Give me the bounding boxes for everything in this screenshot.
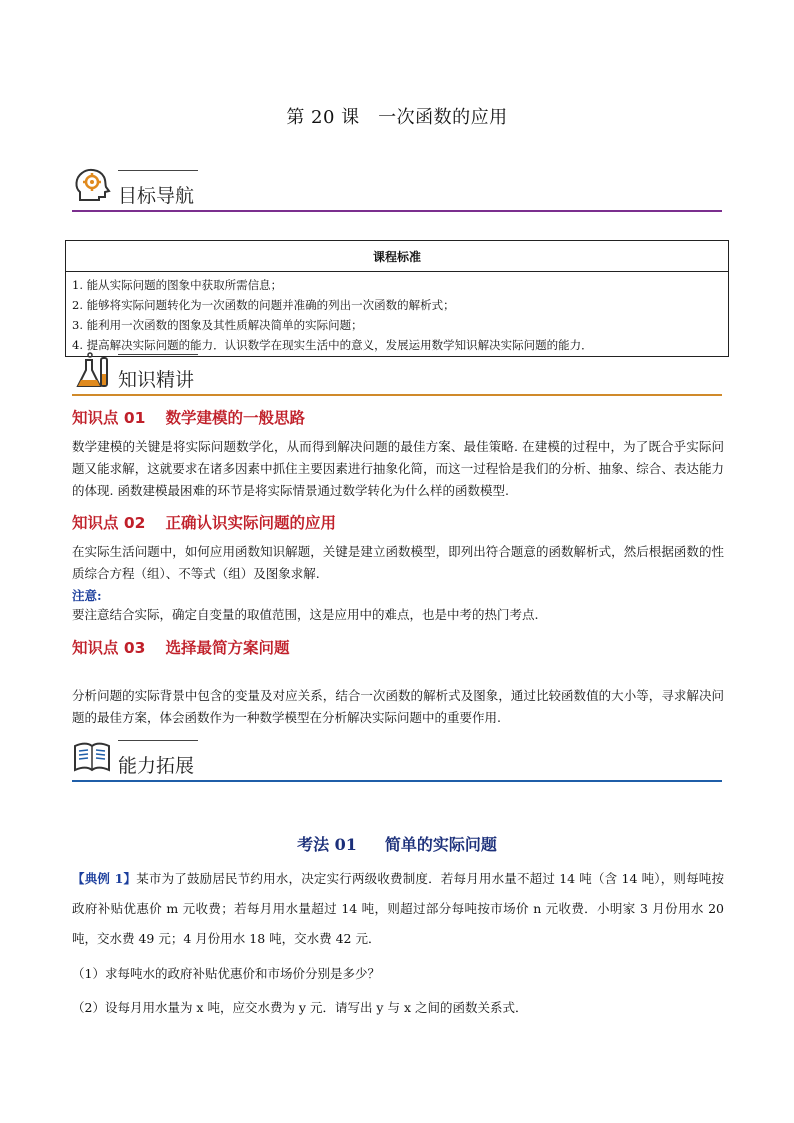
knowledge-point-03-text: 分析问题的实际背景中包含的变量及对应关系，结合一次函数的解析式及图象，通过比较函数值的大小等，寻求解决问题的最佳方案，体会函数作为一种数学模型在分析解决实际问题中的重要作用. <box>72 688 724 725</box>
section-knowledge-divider <box>72 394 722 396</box>
note-text: 要注意结合实际，确定自变量的取值范围，这是应用中的难点，也是中考的热门考点. <box>72 607 539 622</box>
note-label: 注意: <box>72 588 102 603</box>
kp-label: 知识点 03 <box>72 639 146 657</box>
kp-label: 知识点 02 <box>72 514 146 532</box>
example-tag: 【典例 1】 <box>72 871 137 886</box>
section-knowledge-title: 知识精讲 <box>118 369 195 391</box>
question-2: （2）设每月用水量为 x 吨，应交水费为 y 元．请写出 y 与 x 之间的函数关系式． <box>72 1000 528 1015</box>
standard-item: 2. 能够将实际问题转化为一次函数的问题并准确的列出一次函数的解析式； <box>72 298 455 312</box>
section-goals-title: 目标导航 <box>118 185 195 207</box>
standard-item: 1. 能从实际问题的图象中获取所需信息； <box>72 278 283 292</box>
open-book-icon <box>72 736 112 776</box>
section-ability-divider <box>72 780 722 782</box>
knowledge-point-01-heading <box>72 406 305 428</box>
kp-label: 知识点 01 <box>72 409 146 427</box>
page-title: 第 20 课 一次函数的应用 <box>286 107 508 128</box>
section-ability-title: 能力拓展 <box>118 755 195 777</box>
section-goals-divider <box>72 210 722 212</box>
method-label: 考法 01 <box>297 835 357 854</box>
example-1 <box>72 864 724 954</box>
kp-title: 数学建模的一般思路 <box>165 409 305 427</box>
course-standards-table <box>65 240 729 357</box>
question-1: （1）求每吨水的政府补贴优惠价和市场价分别是多少？ <box>72 966 380 981</box>
knowledge-point-02-heading <box>72 511 336 533</box>
kp-title: 选择最简方案问题 <box>165 639 290 657</box>
standards-list <box>66 272 729 357</box>
kp-title: 正确认识实际问题的应用 <box>165 514 336 532</box>
lab-flask-icon <box>72 350 112 390</box>
head-gear-icon <box>72 166 112 206</box>
standard-item: 3. 能利用一次函数的图象及其性质解决简单的实际问题； <box>72 318 363 332</box>
knowledge-point-01-text: 数学建模的关键是将实际问题数学化，从而得到解决问题的最佳方案、最佳策略. 在建模的过程中，为了既合乎实际问题又能求解，这就要求在诸多因素中抓住主要因素进行抽象化简，而这一过程恰是我们的分析、抽象、综合、表达能力的体现. 函数建模最困难的环节是将实际情景通过数学转化为什么样的函数模型. <box>72 439 724 498</box>
section-knowledge-header <box>72 350 722 396</box>
section-goals-header <box>72 166 722 212</box>
standard-item: 4. 提高解决实际问题的能力．认识数学在现实生活中的意义，发展运用数学知识解决实际问题的能力． <box>72 338 593 352</box>
method-heading <box>0 832 794 855</box>
method-title: 简单的实际问题 <box>384 835 497 854</box>
knowledge-point-02-text: 在实际生活问题中，如何应用函数知识解题，关键是建立函数模型，即列出符合题意的函数解析式，然后根据函数的性质综合方程（组）、不等式（组）及图象求解. <box>72 544 724 581</box>
example-text: 某市为了鼓励居民节约用水，决定实行两级收费制度．若每月用水量不超过 14 吨（含 14 吨），则每吨按政府补贴优惠价 m 元收费；若每月用水量超过 14 吨，则超过部分每吨按市场价 n 元收费．小明家 3 月份用水 20 吨，交水费 49 元；4 月份用水 18 吨，交水费 42 元． <box>72 871 724 946</box>
standards-header: 课程标准 <box>66 241 729 272</box>
section-ability-header <box>72 736 722 782</box>
knowledge-point-03-heading <box>72 636 289 658</box>
